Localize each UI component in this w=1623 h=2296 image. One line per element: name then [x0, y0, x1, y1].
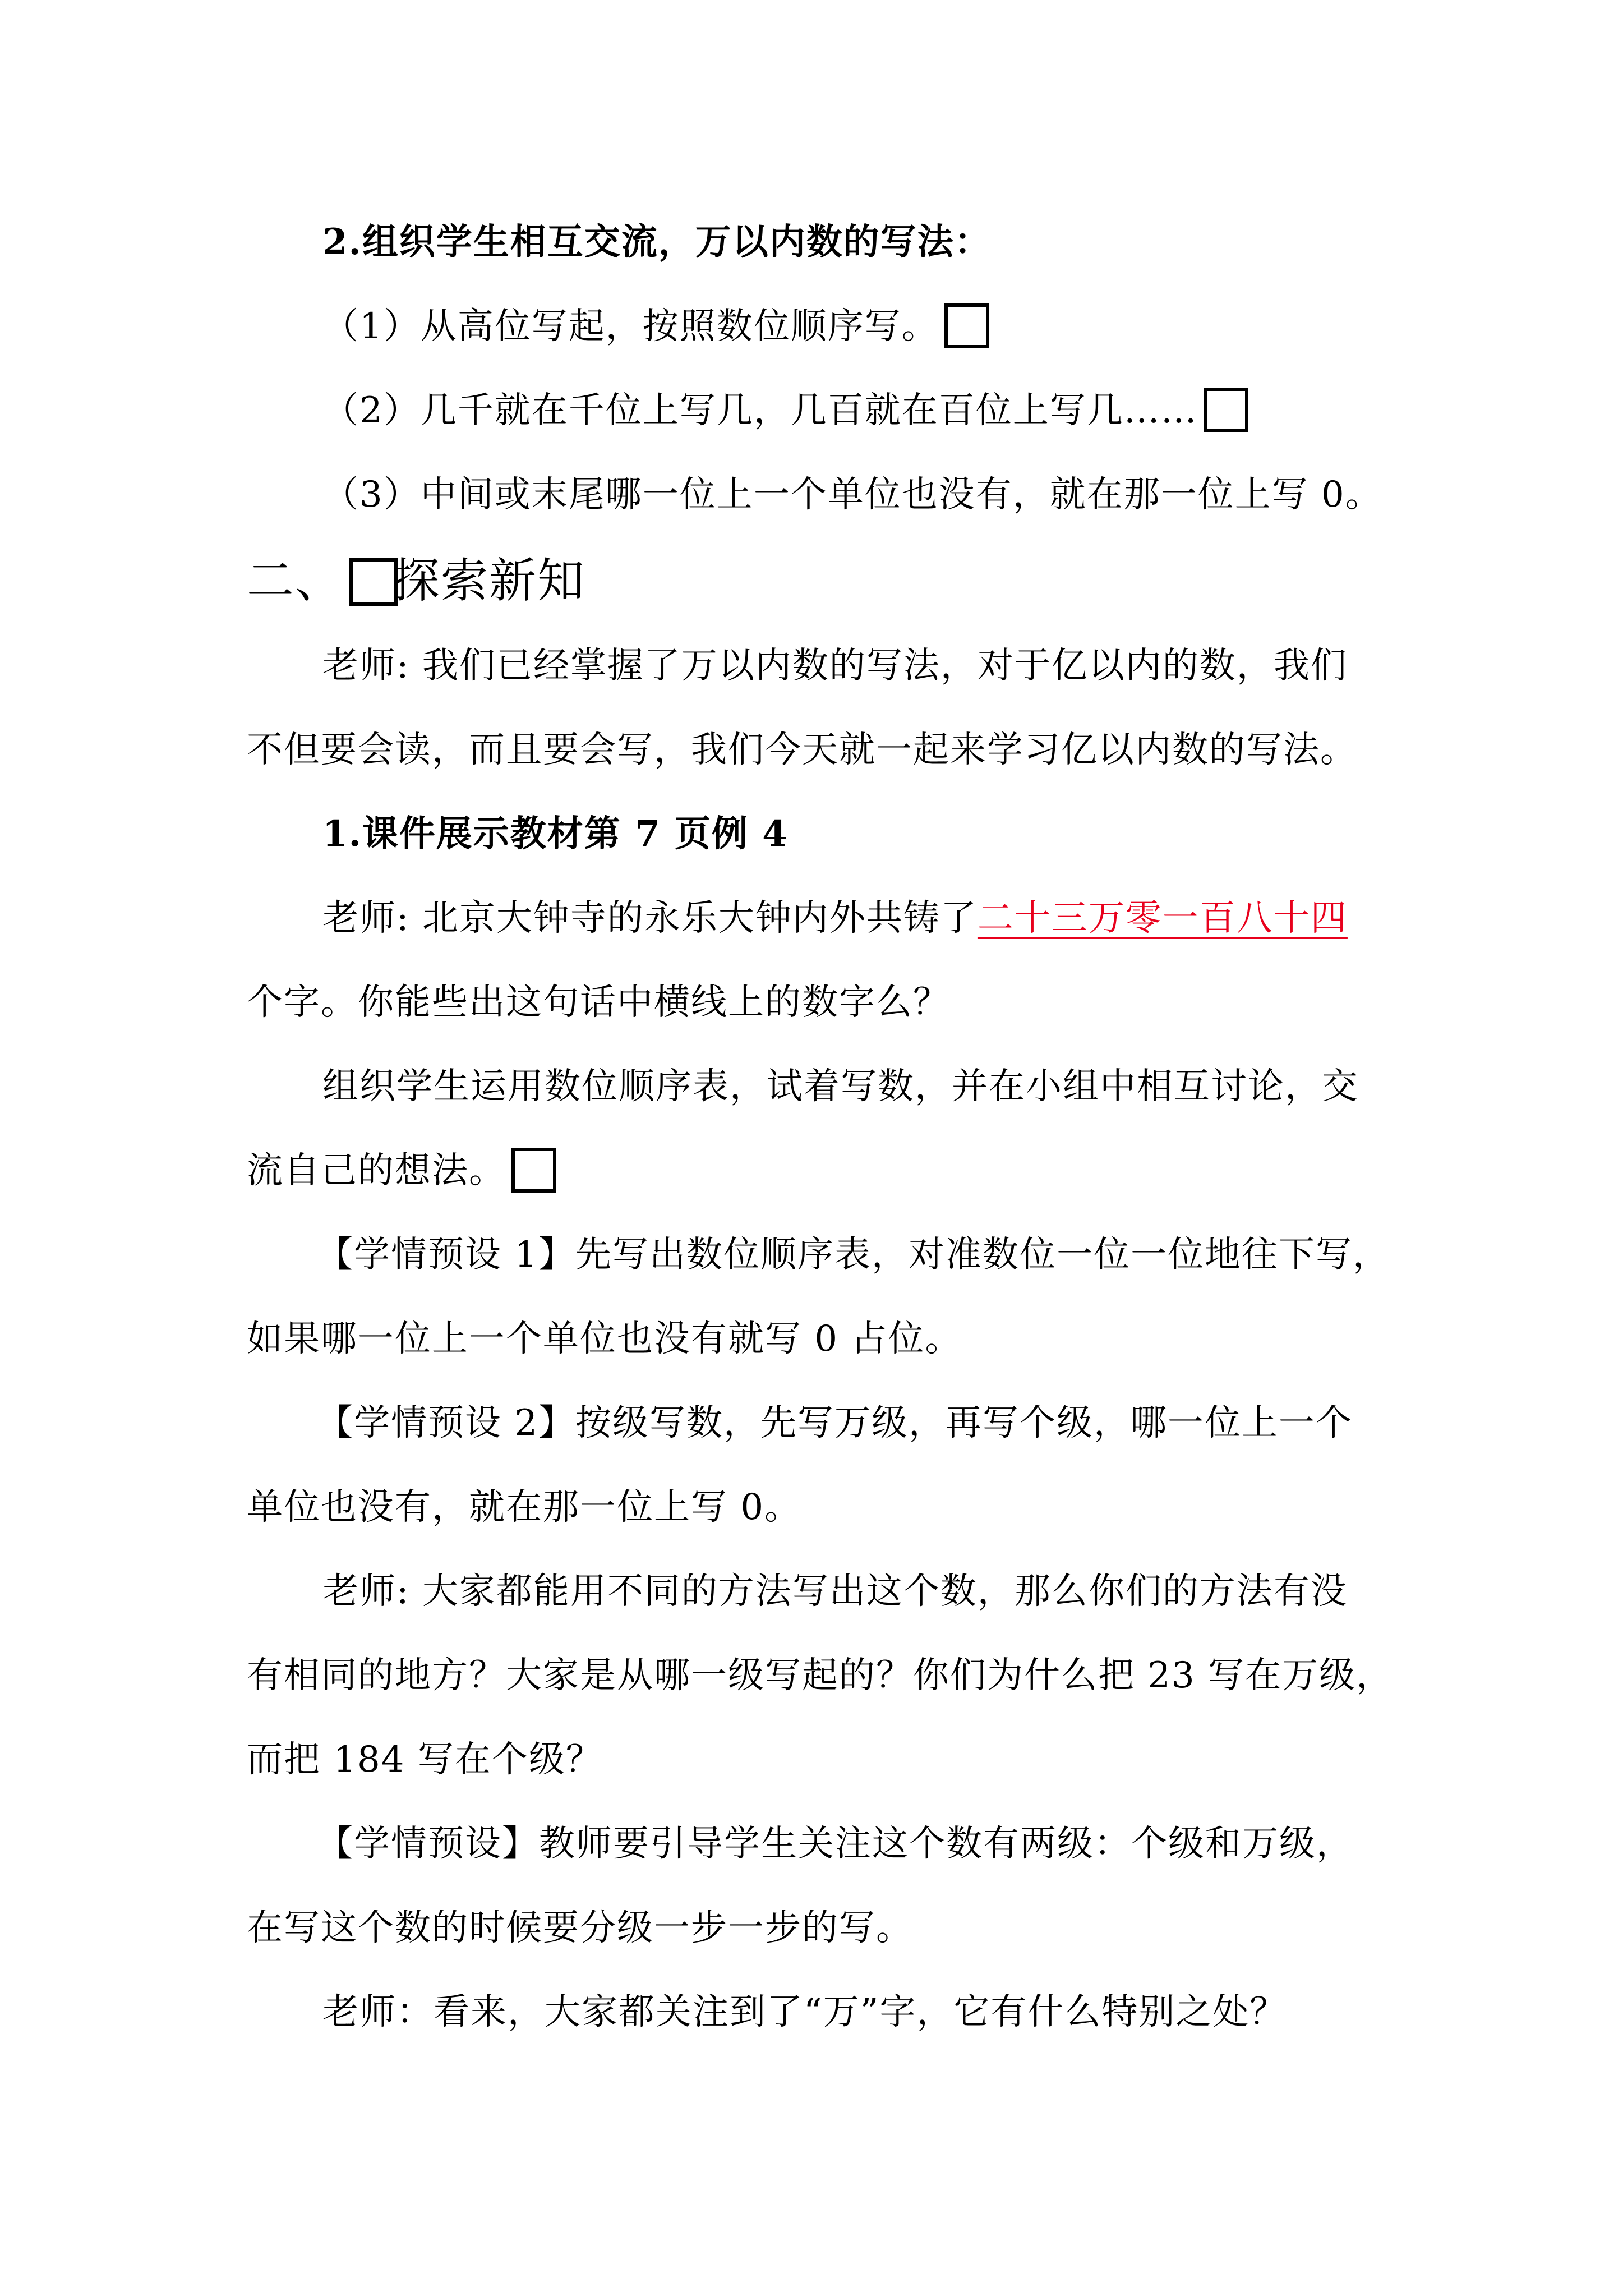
teacher-compare-line-3: 而把 184 写在个级？ — [247, 1739, 603, 1780]
preset-general-line-1: 【学情预设】教师要引导学生关注这个数有两级：个级和万级， — [317, 1823, 1353, 1865]
intro-line-2: 不但要会读，而且要会写，我们今天就一起来学习亿以内数的写法。 — [247, 729, 1357, 771]
section-heading-title: 探索新知 — [393, 553, 586, 608]
teacher-compare-line-1: 老师: 大家都能用不同的方法写出这个数，那么你们的方法有没 — [322, 1571, 1348, 1612]
writing-method-item-2 — [322, 388, 1248, 436]
courseware-title: 1.课件展示教材第 7 页例 4 — [322, 813, 789, 855]
teacher-wan-line-1: 老师：看来，大家都关注到了“万”字，它有什么特别之处？ — [322, 1991, 1287, 2033]
checkbox-item-2[interactable] — [1204, 388, 1248, 432]
preset2-line-2: 单位也没有，就在那一位上写 0。 — [247, 1487, 802, 1528]
preset1-line-2: 如果哪一位上一个单位也没有就写 0 占位。 — [247, 1318, 962, 1360]
writing-method-item-2-text: （2）几千就在千位上写几，几百就在百位上写几…… — [322, 390, 1198, 431]
checkbox-item-1[interactable] — [944, 303, 989, 348]
organize-line-2-text: 流自己的想法。 — [247, 1150, 506, 1191]
bell-number-highlight: 二十三万零一百八十四 — [977, 898, 1348, 939]
intro-line-1: 老师: 我们已经掌握了万以内数的写法，对于亿以内的数，我们 — [322, 645, 1348, 687]
section-heading-number: 二、 — [247, 553, 344, 608]
checkbox-heading[interactable] — [349, 558, 398, 606]
bell-question-line-1 — [322, 896, 1348, 941]
checkbox-organize[interactable] — [511, 1148, 556, 1193]
preset1-line-1: 【学情预设 1】先写出数位顺序表，对准数位一位一位地往下写， — [317, 1234, 1390, 1276]
organize-line-1: 组织学生运用数位顺序表，试着写数，并在小组中相互讨论，交 — [322, 1066, 1359, 1107]
writing-method-item-1 — [322, 304, 989, 352]
writing-method-item-1-text: （1）从高位写起，按照数位顺序写。 — [322, 306, 939, 347]
teacher-compare-line-2: 有相同的地方？大家是从哪一级写起的？你们为什么把 23 写在万级， — [247, 1655, 1394, 1696]
bell-question-line-2: 个字。你能些出这句话中横线上的数字么？ — [247, 982, 950, 1023]
writing-method-item-3: （3）中间或末尾哪一位上一个单位也没有，就在那一位上写 0。 — [322, 474, 1382, 516]
organize-line-2 — [247, 1148, 556, 1196]
bell-question-prefix: 老师: 北京大钟寺的永乐大钟内外共铸了 — [322, 898, 978, 939]
preset2-line-1: 【学情预设 2】按级写数，先写万级，再写个级，哪一位上一个 — [317, 1402, 1353, 1444]
writing-method-title: 2.组织学生相互交流，万以内数的写法： — [322, 221, 992, 263]
preset-general-line-2: 在写这个数的时候要分级一步一步的写。 — [247, 1907, 913, 1949]
